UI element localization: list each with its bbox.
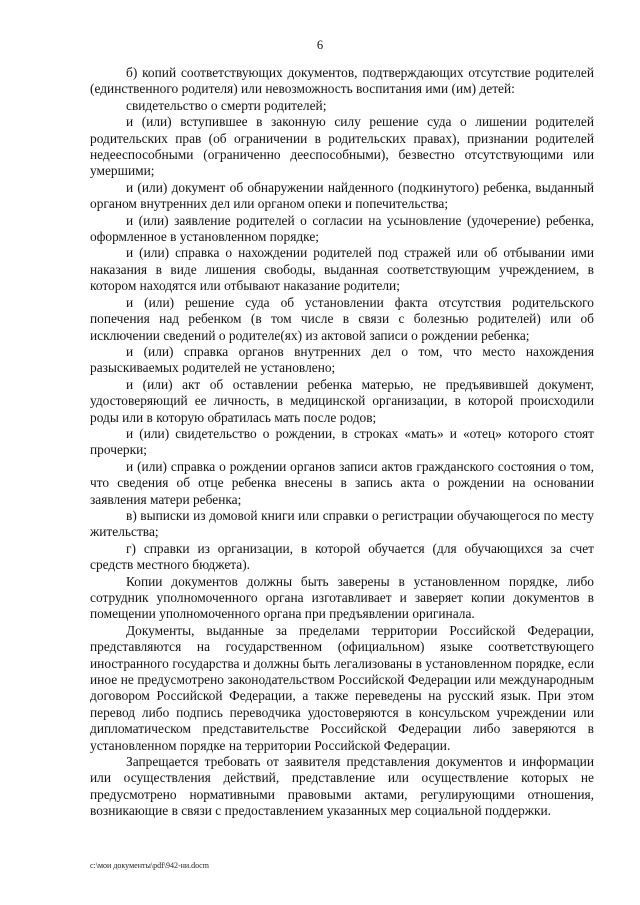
paragraph-foundling-document: и (или) документ об обнаружении найденного (подкинутого) ребенка, выданный органом внутренних дел или органом опеки и попечительства; — [90, 179, 594, 212]
footer-file-path: c:\мои документы\pdf\942-ни.docm — [90, 861, 209, 870]
document-body — [90, 65, 594, 820]
paragraph-abandonment-act: и (или) акт об оставлении ребенка матерью, не предъявившей документ, удостоверяющий ее личность, в медицинской организации, в которой происходили роды или в которую обратилась мать после родов; — [90, 376, 594, 425]
paragraph-g-organization: г) справки из организации, в которой обучается (для обучающихся за счет средств местного бюджета). — [90, 540, 594, 573]
paragraph-death-certificate: свидетельство о смерти родителей; — [126, 97, 327, 113]
paragraph-copies-certified: Копии документов должны быть заверены в установленном порядке, либо сотрудник уполномоченного органа изготавливает и заверяет копии документов в помещении уполномоченного органа при предъявлении оригинала. — [90, 573, 594, 622]
paragraph-birth-registry: и (или) справка о рождении органов записи актов гражданского состояния о том, что сведения об отце ребенка внесены в запись акта о рождении на основании заявления матери ребенка; — [90, 458, 594, 507]
paragraph-court-decision-care: и (или) решение суда об установлении факта отсутствия родительского попечения над ребенком (в том числе в связи с болезнью родителей) или об исключении сведений о родителе(ях) из актовой записи о рождении ребенка; — [90, 294, 594, 343]
paragraph-court-decision-deprivation: и (или) вступившее в законную силу решение суда о лишении родителей родительских прав (об ограничении в родительских правах), признании родителей недееспособными (ограниченно дееспособными), безвестно отсутствующими или умершими; — [90, 114, 594, 179]
paragraph-b-copies: б) копий соответствующих документов, подтверждающих отсутствие родителей (единственного родителя) или невозможность воспитания ими (им) детей: — [90, 65, 594, 97]
paragraph-v-residence: в) выписки из домовой книги или справки о регистрации обучающегося по месту жительства; — [90, 507, 594, 540]
page-number: 6 — [316, 38, 324, 52]
paragraph-adoption-consent: и (или) заявление родителей о согласии на усыновление (удочерение) ребенка, оформленное в установленном порядке; — [90, 212, 594, 245]
paragraph-foreign-documents: Документы, выданные за пределами территории Российской Федерации, представляются на государственном (официальном) языке соответствующего иностранного государства и должны быть легализованы в установленном порядке, если иное не предусмотрено законодательством Российской Федерации или международным договором Российской Федерации, а также переведены на русский язык. При этом перевод либо подпись переводчика удостоверяются в консульском учреждении или дипломатическом представительстве Российской Федерации либо заверяются в установленном порядке на территории Российской Федерации. — [90, 622, 594, 753]
paragraph-police-search: и (или) справка органов внутренних дел о том, что место нахождения разыскиваемых родителей не установлено; — [90, 343, 594, 376]
paragraph-custody-certificate: и (или) справка о нахождении родителей под стражей или об отбывании ими наказания в виде лишения свободы, выданная соответствующим учреждением, в котором находятся или отбывают наказание родители; — [90, 245, 594, 294]
paragraph-prohibition: Запрещается требовать от заявителя представления документов и информации или осуществления действий, представление или осуществление которых не предусмотрено нормативными правовыми актами, регулирующими отношения, возникающие в связи с предоставлением указанных мер социальной поддержки. — [90, 754, 594, 819]
paragraph-birth-certificate: и (или) свидетельство о рождении, в строках «мать» и «отец» которого стоят прочерки; — [90, 425, 594, 458]
